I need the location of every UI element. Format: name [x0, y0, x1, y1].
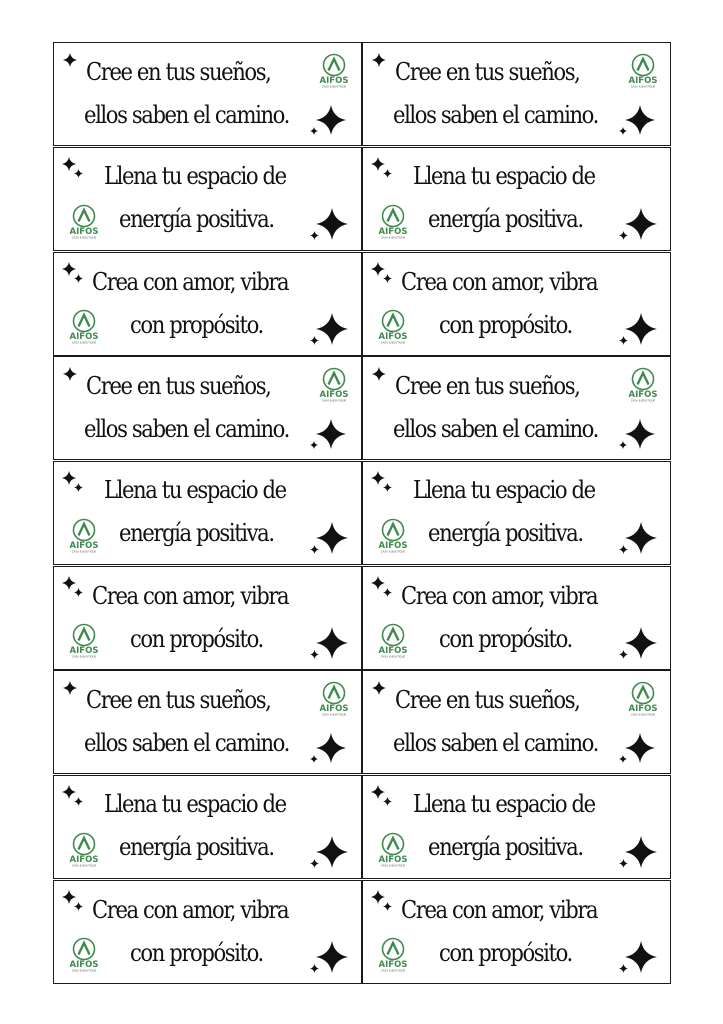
quote-card-espacio	[362, 147, 671, 251]
aifos-logo-icon	[625, 53, 661, 89]
card-text-line2: energía positiva.	[428, 833, 583, 861]
card-text-line2: con propósito.	[130, 939, 263, 967]
quote-card-suenos	[362, 42, 671, 146]
card-text-line2: energía positiva.	[428, 519, 583, 547]
svg-text:CASA & BOUTIQUE: CASA & BOUTIQUE	[380, 236, 406, 240]
quote-card-espacio	[362, 461, 671, 565]
sparkle-icon	[372, 367, 386, 381]
card-text-line2: con propósito.	[130, 311, 263, 339]
svg-text:CASA & BOUTIQUE: CASA & BOUTIQUE	[71, 655, 97, 659]
card-text-line2: ellos saben el camino.	[393, 101, 598, 129]
sparkle-icon	[316, 627, 348, 659]
svg-text:AIFOS: AIFOS	[319, 390, 349, 400]
quote-card-amor	[362, 252, 671, 356]
card-text-line2: ellos saben el camino.	[393, 729, 598, 757]
sparkle-icon	[619, 964, 628, 973]
aifos-logo-icon	[66, 204, 102, 240]
aifos-logo-icon	[375, 623, 411, 659]
svg-text:AIFOS: AIFOS	[378, 227, 408, 237]
card-text-line2: con propósito.	[439, 311, 572, 339]
aifos-logo-icon	[625, 367, 661, 403]
svg-text:AIFOS: AIFOS	[628, 704, 658, 714]
sparkle-icon	[625, 836, 657, 868]
aifos-logo-icon	[375, 309, 411, 345]
sparkle-icon	[619, 336, 628, 345]
sparkle-icon	[619, 127, 627, 135]
sparkle-icon	[63, 367, 77, 381]
card-text-line2: energía positiva.	[119, 833, 274, 861]
aifos-logo-icon	[66, 832, 102, 868]
sparkle-icon	[74, 902, 83, 911]
sparkle-icon	[383, 902, 392, 911]
sparkle-icon	[310, 336, 319, 345]
svg-text:AIFOS: AIFOS	[378, 960, 408, 970]
sparkle-icon	[74, 483, 83, 492]
svg-text:CASA & BOUTIQUE: CASA & BOUTIQUE	[380, 969, 406, 973]
sparkle-icon	[625, 419, 655, 449]
svg-text:AIFOS: AIFOS	[69, 541, 99, 551]
card-text-line2: con propósito.	[439, 939, 572, 967]
sparkle-icon	[310, 650, 319, 659]
card-text-line1: Llena tu espacio de	[104, 162, 286, 190]
quote-card-suenos	[53, 356, 362, 460]
aifos-logo-icon	[66, 937, 102, 973]
quote-card-suenos	[53, 670, 362, 774]
svg-text:CASA & BOUTIQUE: CASA & BOUTIQUE	[630, 713, 656, 717]
aifos-logo-icon	[375, 204, 411, 240]
sparkle-icon	[316, 208, 348, 240]
sparkle-icon	[619, 231, 628, 240]
aifos-logo-icon	[375, 518, 411, 554]
card-text-line1: Llena tu espacio de	[104, 476, 286, 504]
card-text-line2: energía positiva.	[119, 519, 274, 547]
card-text-line1: Cree en tus sueños,	[395, 58, 580, 86]
card-text-line1: Cree en tus sueños,	[86, 58, 271, 86]
sparkle-icon	[372, 53, 386, 67]
sparkle-icon	[74, 169, 83, 178]
sparkle-icon	[625, 627, 657, 659]
svg-text:CASA & BOUTIQUE: CASA & BOUTIQUE	[380, 864, 406, 868]
card-text-line2: con propósito.	[439, 625, 572, 653]
svg-text:CASA & BOUTIQUE: CASA & BOUTIQUE	[71, 341, 97, 345]
card-text-line2: energía positiva.	[119, 205, 274, 233]
sparkle-icon	[316, 105, 346, 135]
aifos-logo-icon	[66, 623, 102, 659]
sparkle-icon	[310, 964, 319, 973]
quote-card-espacio	[53, 147, 362, 251]
svg-text:AIFOS: AIFOS	[69, 646, 99, 656]
card-text-line2: energía positiva.	[428, 205, 583, 233]
sparkle-icon	[74, 274, 83, 283]
sparkle-icon	[625, 941, 657, 973]
aifos-logo-icon	[625, 681, 661, 717]
sparkle-icon	[625, 313, 657, 345]
svg-text:AIFOS: AIFOS	[378, 855, 408, 865]
card-text-line2: ellos saben el camino.	[84, 101, 289, 129]
sparkle-icon	[74, 797, 83, 806]
svg-text:AIFOS: AIFOS	[378, 646, 408, 656]
sparkle-icon	[310, 231, 319, 240]
svg-text:CASA & BOUTIQUE: CASA & BOUTIQUE	[321, 713, 347, 717]
sparkle-icon	[619, 859, 628, 868]
quote-card-amor	[362, 566, 671, 670]
aifos-logo-icon	[66, 309, 102, 345]
sparkle-icon	[316, 733, 346, 763]
card-text-line1: Crea con amor, vibra	[92, 896, 289, 924]
card-text-line1: Crea con amor, vibra	[401, 268, 598, 296]
card-text-line2: con propósito.	[130, 625, 263, 653]
card-text-line1: Cree en tus sueños,	[86, 686, 271, 714]
aifos-logo-icon	[316, 367, 352, 403]
sparkle-icon	[310, 441, 318, 449]
sparkle-icon	[619, 650, 628, 659]
aifos-logo-icon	[375, 832, 411, 868]
aifos-logo-icon	[316, 53, 352, 89]
svg-text:CASA & BOUTIQUE: CASA & BOUTIQUE	[71, 969, 97, 973]
svg-text:CASA & BOUTIQUE: CASA & BOUTIQUE	[71, 550, 97, 554]
card-text-line1: Crea con amor, vibra	[401, 896, 598, 924]
svg-text:CASA & BOUTIQUE: CASA & BOUTIQUE	[630, 85, 656, 89]
card-text-line1: Llena tu espacio de	[104, 790, 286, 818]
svg-text:AIFOS: AIFOS	[69, 960, 99, 970]
sparkle-icon	[316, 313, 348, 345]
svg-text:AIFOS: AIFOS	[319, 76, 349, 86]
quote-card-amor	[53, 880, 362, 984]
sparkle-icon	[316, 836, 348, 868]
sparkle-icon	[383, 483, 392, 492]
card-text-line1: Cree en tus sueños,	[395, 686, 580, 714]
svg-text:CASA & BOUTIQUE: CASA & BOUTIQUE	[321, 85, 347, 89]
sparkle-icon	[625, 105, 655, 135]
sparkle-icon	[310, 859, 319, 868]
svg-text:CASA & BOUTIQUE: CASA & BOUTIQUE	[380, 655, 406, 659]
card-text-line1: Crea con amor, vibra	[92, 582, 289, 610]
sparkle-icon	[74, 588, 83, 597]
sparkle-icon	[625, 208, 657, 240]
quote-card-amor	[53, 566, 362, 670]
card-text-line1: Cree en tus sueños,	[86, 372, 271, 400]
svg-text:AIFOS: AIFOS	[319, 704, 349, 714]
quote-card-amor	[362, 880, 671, 984]
card-text-line1: Crea con amor, vibra	[401, 582, 598, 610]
svg-text:AIFOS: AIFOS	[69, 855, 99, 865]
svg-text:CASA & BOUTIQUE: CASA & BOUTIQUE	[321, 399, 347, 403]
sparkle-icon	[316, 522, 348, 554]
sparkle-icon	[63, 681, 77, 695]
svg-text:AIFOS: AIFOS	[378, 541, 408, 551]
card-text-line2: ellos saben el camino.	[84, 729, 289, 757]
aifos-logo-icon	[66, 518, 102, 554]
quote-card-amor	[53, 252, 362, 356]
svg-text:AIFOS: AIFOS	[628, 390, 658, 400]
sparkle-icon	[383, 169, 392, 178]
svg-text:CASA & BOUTIQUE: CASA & BOUTIQUE	[380, 550, 406, 554]
sparkle-icon	[383, 274, 392, 283]
svg-text:CASA & BOUTIQUE: CASA & BOUTIQUE	[71, 864, 97, 868]
sparkle-icon	[372, 681, 386, 695]
sparkle-icon	[310, 545, 319, 554]
sparkle-icon	[383, 797, 392, 806]
sparkle-icon	[625, 733, 655, 763]
sparkle-icon	[63, 53, 77, 67]
card-text-line1: Crea con amor, vibra	[92, 268, 289, 296]
sparkle-icon	[310, 755, 318, 763]
card-text-line1: Llena tu espacio de	[413, 476, 595, 504]
svg-text:AIFOS: AIFOS	[69, 332, 99, 342]
quote-card-espacio	[362, 775, 671, 879]
sparkle-icon	[619, 545, 628, 554]
quote-card-suenos	[53, 42, 362, 146]
svg-text:CASA & BOUTIQUE: CASA & BOUTIQUE	[380, 341, 406, 345]
quote-card-espacio	[53, 775, 362, 879]
card-text-line2: ellos saben el camino.	[84, 415, 289, 443]
sparkle-icon	[619, 755, 627, 763]
card-text-line1: Cree en tus sueños,	[395, 372, 580, 400]
aifos-logo-icon	[375, 937, 411, 973]
aifos-logo-icon	[316, 681, 352, 717]
card-text-line2: ellos saben el camino.	[393, 415, 598, 443]
svg-text:AIFOS: AIFOS	[378, 332, 408, 342]
svg-text:AIFOS: AIFOS	[69, 227, 99, 237]
sparkle-icon	[310, 127, 318, 135]
quote-card-suenos	[362, 356, 671, 460]
sparkle-icon	[383, 588, 392, 597]
quote-card-suenos	[362, 670, 671, 774]
sparkle-icon	[619, 441, 627, 449]
svg-text:AIFOS: AIFOS	[628, 76, 658, 86]
sparkle-icon	[316, 941, 348, 973]
sparkle-icon	[316, 419, 346, 449]
svg-text:CASA & BOUTIQUE: CASA & BOUTIQUE	[71, 236, 97, 240]
quote-card-espacio	[53, 461, 362, 565]
svg-text:CASA & BOUTIQUE: CASA & BOUTIQUE	[630, 399, 656, 403]
card-text-line1: Llena tu espacio de	[413, 790, 595, 818]
sparkle-icon	[625, 522, 657, 554]
card-text-line1: Llena tu espacio de	[413, 162, 595, 190]
